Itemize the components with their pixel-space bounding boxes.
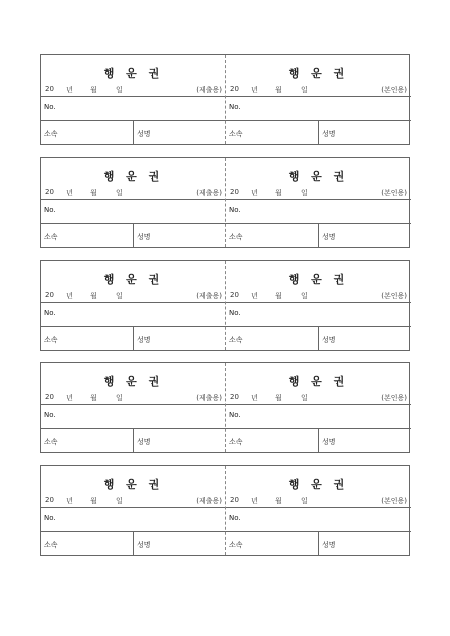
stub-purpose: (본인용) — [381, 497, 407, 505]
affiliation-label: 소속 — [229, 541, 243, 549]
date-month-label: 월 — [90, 292, 97, 300]
name-label: 성명 — [137, 336, 151, 344]
date-day-label: 일 — [116, 189, 123, 197]
affiliation-name-row[interactable] — [226, 224, 411, 247]
name-label: 성명 — [322, 233, 336, 241]
date-year: 20 — [230, 188, 239, 196]
number-label: No. — [229, 309, 241, 317]
ticket-stub-personal — [226, 55, 411, 144]
date-day-label: 일 — [301, 394, 308, 402]
number-label: No. — [44, 514, 56, 522]
affiliation-label: 소속 — [44, 336, 58, 344]
date-line — [226, 289, 411, 303]
date-line — [41, 186, 226, 200]
date-year-label: 년 — [251, 292, 258, 300]
date-year: 20 — [230, 393, 239, 401]
date-year: 20 — [45, 85, 54, 93]
ticket-title: 행 운 권 — [103, 170, 164, 183]
name-label: 성명 — [322, 438, 336, 446]
date-line — [41, 83, 226, 97]
number-label: No. — [44, 309, 56, 317]
name-label: 성명 — [322, 336, 336, 344]
number-field[interactable] — [226, 508, 411, 532]
number-label: No. — [44, 206, 56, 214]
cell-divider — [318, 121, 319, 144]
stub-purpose: (제출용) — [196, 189, 222, 197]
name-label: 성명 — [137, 130, 151, 138]
number-field[interactable] — [226, 97, 411, 121]
date-month-label: 월 — [90, 497, 97, 505]
stub-purpose: (본인용) — [381, 189, 407, 197]
cell-divider — [318, 532, 319, 555]
stub-purpose: (제출용) — [196, 394, 222, 402]
number-label: No. — [229, 411, 241, 419]
affiliation-label: 소속 — [229, 336, 243, 344]
affiliation-label: 소속 — [229, 233, 243, 241]
ticket-title: 행 운 권 — [288, 67, 349, 80]
ticket-title: 행 운 권 — [103, 67, 164, 80]
number-field[interactable] — [41, 303, 226, 327]
affiliation-label: 소속 — [229, 438, 243, 446]
number-field[interactable] — [41, 508, 226, 532]
date-day-label: 일 — [301, 292, 308, 300]
ticket-title: 행 운 권 — [288, 170, 349, 183]
date-day-label: 일 — [301, 189, 308, 197]
date-year-label: 년 — [66, 86, 73, 94]
date-year-label: 년 — [66, 189, 73, 197]
date-line — [226, 494, 411, 508]
date-month-label: 월 — [275, 497, 282, 505]
date-year-label: 년 — [251, 394, 258, 402]
date-day-label: 일 — [116, 292, 123, 300]
lucky-ticket — [40, 362, 410, 453]
number-label: No. — [229, 514, 241, 522]
name-label: 성명 — [137, 541, 151, 549]
cell-divider — [133, 532, 134, 555]
date-year-label: 년 — [251, 86, 258, 94]
ticket-stub-personal — [226, 466, 411, 555]
date-month-label: 월 — [275, 86, 282, 94]
date-line — [41, 494, 226, 508]
date-line — [226, 83, 411, 97]
affiliation-name-row[interactable] — [41, 532, 226, 555]
date-day-label: 일 — [116, 497, 123, 505]
date-month-label: 월 — [275, 394, 282, 402]
affiliation-label: 소속 — [229, 130, 243, 138]
ticket-title: 행 운 권 — [288, 375, 349, 388]
affiliation-name-row[interactable] — [226, 121, 411, 144]
date-month-label: 월 — [90, 86, 97, 94]
date-day-label: 일 — [301, 86, 308, 94]
number-field[interactable] — [226, 405, 411, 429]
date-year: 20 — [230, 291, 239, 299]
date-line — [226, 186, 411, 200]
number-field[interactable] — [41, 405, 226, 429]
lucky-ticket — [40, 157, 410, 248]
date-year: 20 — [45, 393, 54, 401]
stub-purpose: (본인용) — [381, 394, 407, 402]
date-year-label: 년 — [251, 497, 258, 505]
number-field[interactable] — [226, 303, 411, 327]
cell-divider — [133, 429, 134, 452]
affiliation-name-row[interactable] — [41, 327, 226, 350]
number-label: No. — [44, 411, 56, 419]
date-line — [41, 391, 226, 405]
date-year: 20 — [230, 496, 239, 504]
number-field[interactable] — [41, 97, 226, 121]
stub-purpose: (제출용) — [196, 86, 222, 94]
ticket-title: 행 운 권 — [288, 478, 349, 491]
affiliation-name-row[interactable] — [226, 429, 411, 452]
affiliation-label: 소속 — [44, 438, 58, 446]
ticket-stub-submission — [41, 466, 226, 555]
ticket-stub-submission — [41, 158, 226, 247]
ticket-title: 행 운 권 — [103, 273, 164, 286]
date-year-label: 년 — [66, 497, 73, 505]
cell-divider — [133, 121, 134, 144]
date-month-label: 월 — [275, 189, 282, 197]
ticket-stub-personal — [226, 363, 411, 452]
affiliation-label: 소속 — [44, 541, 58, 549]
ticket-stub-personal — [226, 261, 411, 350]
affiliation-name-row[interactable] — [41, 429, 226, 452]
ticket-title: 행 운 권 — [103, 478, 164, 491]
ticket-title: 행 운 권 — [103, 375, 164, 388]
number-field[interactable] — [41, 200, 226, 224]
stub-purpose: (본인용) — [381, 86, 407, 94]
date-month-label: 월 — [90, 394, 97, 402]
date-year: 20 — [45, 291, 54, 299]
ticket-stub-personal — [226, 158, 411, 247]
date-year-label: 년 — [251, 189, 258, 197]
date-line — [226, 391, 411, 405]
affiliation-name-row[interactable] — [41, 224, 226, 247]
date-day-label: 일 — [301, 497, 308, 505]
affiliation-name-row[interactable] — [226, 327, 411, 350]
date-year: 20 — [230, 85, 239, 93]
number-label: No. — [44, 103, 56, 111]
date-line — [41, 289, 226, 303]
stub-purpose: (본인용) — [381, 292, 407, 300]
lucky-ticket — [40, 260, 410, 351]
ticket-title: 행 운 권 — [288, 273, 349, 286]
number-field[interactable] — [226, 200, 411, 224]
date-year-label: 년 — [66, 292, 73, 300]
lucky-ticket — [40, 465, 410, 556]
affiliation-name-row[interactable] — [226, 532, 411, 555]
number-label: No. — [229, 103, 241, 111]
ticket-stub-submission — [41, 55, 226, 144]
affiliation-name-row[interactable] — [41, 121, 226, 144]
date-day-label: 일 — [116, 394, 123, 402]
name-label: 성명 — [322, 541, 336, 549]
date-year: 20 — [45, 496, 54, 504]
cell-divider — [133, 327, 134, 350]
lucky-ticket — [40, 54, 410, 145]
cell-divider — [318, 429, 319, 452]
date-month-label: 월 — [275, 292, 282, 300]
stub-purpose: (제출용) — [196, 292, 222, 300]
number-label: No. — [229, 206, 241, 214]
cell-divider — [133, 224, 134, 247]
ticket-stub-submission — [41, 261, 226, 350]
cell-divider — [318, 224, 319, 247]
cell-divider — [318, 327, 319, 350]
date-year-label: 년 — [66, 394, 73, 402]
name-label: 성명 — [137, 233, 151, 241]
ticket-stub-submission — [41, 363, 226, 452]
stub-purpose: (제출용) — [196, 497, 222, 505]
affiliation-label: 소속 — [44, 130, 58, 138]
name-label: 성명 — [137, 438, 151, 446]
date-year: 20 — [45, 188, 54, 196]
date-day-label: 일 — [116, 86, 123, 94]
date-month-label: 월 — [90, 189, 97, 197]
affiliation-label: 소속 — [44, 233, 58, 241]
name-label: 성명 — [322, 130, 336, 138]
